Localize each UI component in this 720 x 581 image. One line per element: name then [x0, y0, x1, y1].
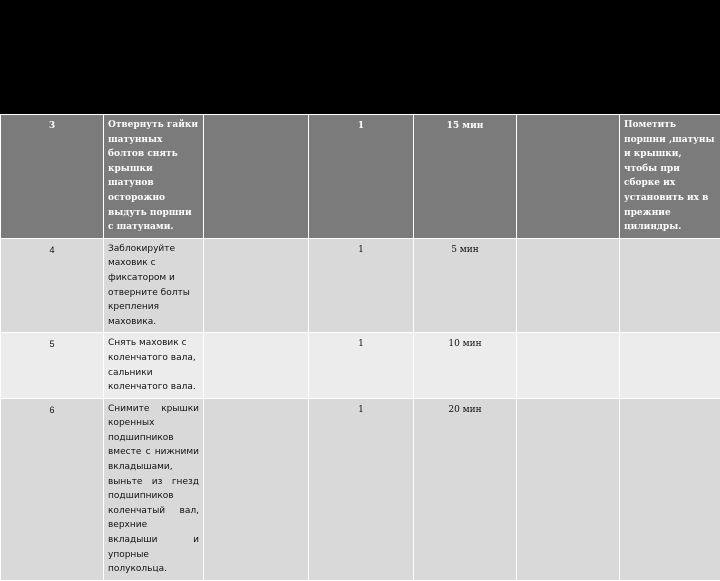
empty-cell — [517, 238, 620, 333]
step-number: 5 — [1, 333, 104, 398]
empty-cell — [517, 333, 620, 398]
step-quantity: 1 — [309, 115, 414, 239]
table-row — [1, 115, 720, 239]
empty-cell — [204, 398, 309, 580]
step-time: 5 мин — [414, 238, 517, 333]
table-row — [1, 398, 720, 580]
step-action: Отвернуть гайки шатунных болтов снять крышки шатунов осторожно выдуть поршни с шатунами. — [104, 115, 204, 239]
step-number: 4 — [1, 238, 104, 333]
step-number: 6 — [1, 398, 104, 580]
table-row — [1, 333, 720, 398]
slide-title-band — [0, 0, 720, 114]
step-action: Заблокируйте маховик с фиксатором и отверните болты крепления маховика. — [104, 238, 204, 333]
step-time: 15 мин — [414, 115, 517, 239]
step-note — [620, 333, 720, 398]
step-note: Пометить поршни ,шатуны и крышки, чтобы при сборке их установить их в прежние цилиндры. — [620, 115, 720, 239]
step-action: Снять маховик с коленчатого вала, сальники коленчатого вала. — [104, 333, 204, 398]
step-quantity: 1 — [309, 398, 414, 580]
empty-cell — [204, 333, 309, 398]
empty-cell — [517, 398, 620, 580]
step-quantity: 1 — [309, 333, 414, 398]
step-note — [620, 398, 720, 580]
empty-cell — [517, 115, 620, 239]
step-time: 20 мин — [414, 398, 517, 580]
disassembly-table — [0, 114, 720, 581]
step-time: 10 мин — [414, 333, 517, 398]
step-quantity: 1 — [309, 238, 414, 333]
table-row — [1, 238, 720, 333]
empty-cell — [204, 238, 309, 333]
step-note — [620, 238, 720, 333]
empty-cell — [204, 115, 309, 239]
step-action: Снимите крышки коренных подшипников вместе с нижними вкладышами, выньте из гнезд подшипников коленчатый вал, верхние вкладыши и упорные полукольца. — [104, 398, 204, 580]
step-number: 3 — [1, 115, 104, 239]
